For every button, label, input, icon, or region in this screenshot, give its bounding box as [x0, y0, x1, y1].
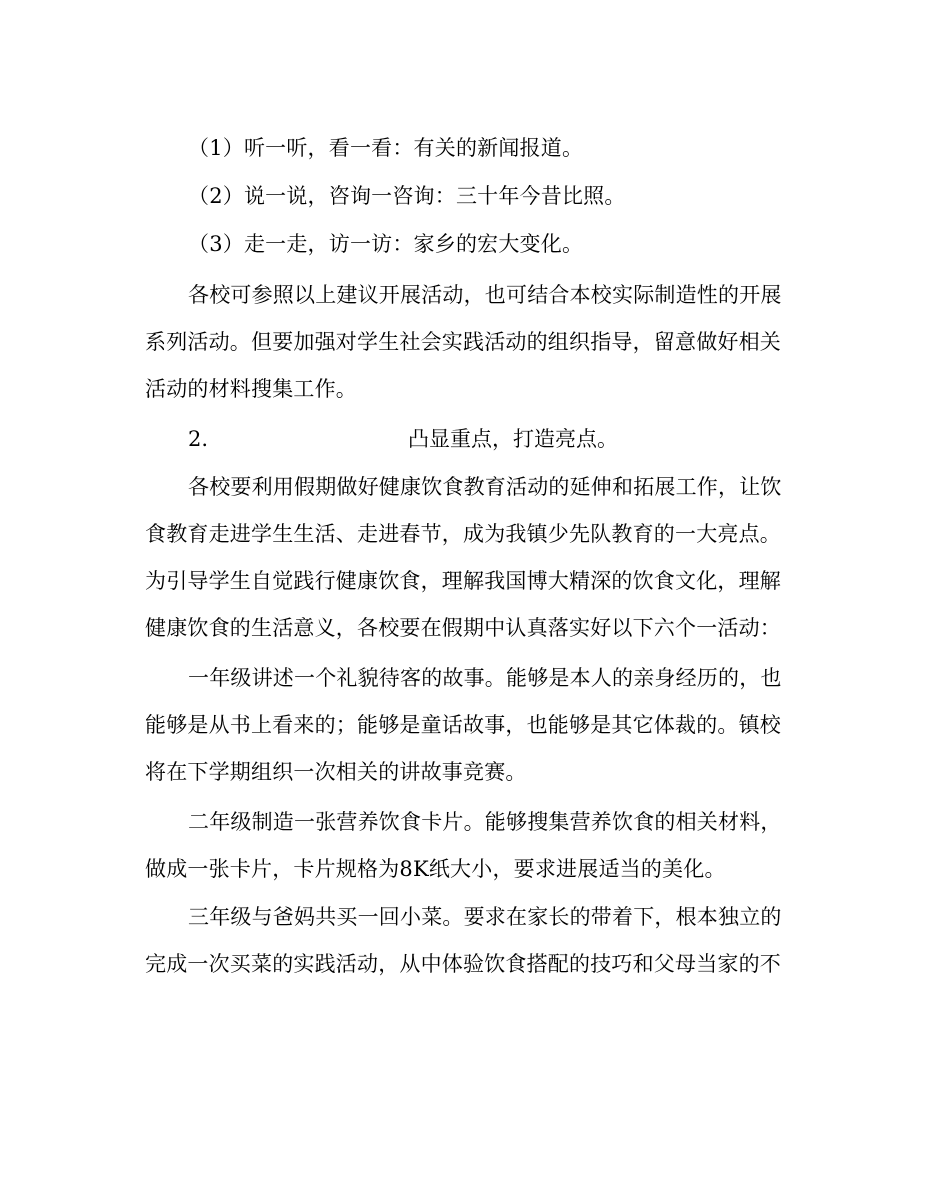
paragraph-line: 将在下学期组织一次相关的讲故事竞赛。 — [145, 760, 527, 784]
paragraph-line: 一年级讲述一个礼貌待客的故事。能够是本人的亲身经历的，也 — [188, 666, 782, 690]
paragraph-line: 能够是从书上看来的；能够是童话故事，也能够是其它体裁的。镇校 — [145, 713, 781, 737]
paragraph-line: 为引导学生自觉践行健康饮食，理解我国博大精深的饮食文化，理解 — [145, 569, 781, 593]
section-number: 2. — [188, 427, 209, 451]
paragraph-line: 各校要利用假期做好健康饮食教育活动的延伸和拓展工作，让饮 — [188, 475, 782, 499]
list-item-1: （1）听一听，看一看：有关的新闻报道。 — [188, 136, 584, 160]
paragraph-line: 三年级与爸妈共买一回小菜。要求在家长的带着下，根本独立的 — [188, 905, 782, 929]
paragraph-line: 二年级制造一张营养饮食卡片。能够搜集营养饮食的相关材料， — [188, 810, 782, 834]
list-item-2: （2）说一说，咨询一咨询：三十年今昔比照。 — [188, 184, 626, 208]
paragraph-line: 做成一张卡片，卡片规格为8K纸大小，要求进展适当的美化。 — [145, 857, 726, 881]
paragraph-line: 系列活动。但要加强对学生社会实践活动的组织指导，留意做好相关 — [145, 330, 781, 354]
paragraph-line: 各校可参照以上建议开展活动，也可结合本校实际制造性的开展 — [188, 283, 782, 307]
paragraph-line: 健康饮食的生活意义，各校要在假期中认真落实好以下六个一活动： — [145, 616, 781, 640]
section-title: 凸显重点，打造亮点。 — [408, 427, 618, 451]
paragraph-line: 活动的材料搜集工作。 — [145, 377, 357, 401]
paragraph-line: 食教育走进学生生活、走进春节，成为我镇少先队教育的一大亮点。 — [145, 522, 781, 546]
paragraph-line: 完成一次买菜的实践活动，从中体验饮食搭配的技巧和父母当家的不 — [145, 952, 781, 976]
list-item-3: （3）走一走，访一访：家乡的宏大变化。 — [188, 232, 584, 256]
